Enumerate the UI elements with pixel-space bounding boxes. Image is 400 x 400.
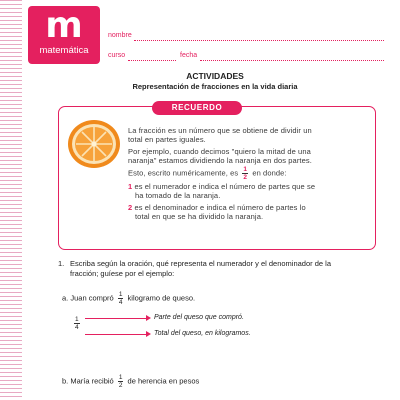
item-b-text-after: de herencia en pesos — [127, 376, 200, 386]
numerator-marker: 1 — [128, 182, 133, 191]
item-a-denominator: 4 — [118, 299, 123, 306]
recuerdo-line-1: La fracción es un número que se obtiene de dividir un — [128, 126, 312, 135]
item-a-numerator: 1 — [118, 291, 123, 298]
item-a-fraction — [118, 291, 124, 306]
question-1-line-2: fracción; guíese por el ejemplo: — [70, 269, 175, 278]
question-1-line-1: Escriba según la oración, qué representa el numerador y el denominador de la — [70, 259, 331, 268]
item-a-row — [62, 291, 195, 306]
item-a-label: a. — [62, 293, 69, 303]
example-fraction — [72, 316, 82, 331]
item-b-numerator: 1 — [118, 374, 123, 381]
answer-denominator: Total del queso, en kilogramos. — [154, 330, 251, 337]
recuerdo-line-4: naranja" estamos dividiendo la naranja en dos partes. — [128, 156, 312, 165]
course-field[interactable] — [128, 60, 176, 61]
numerator-arrow-line — [85, 318, 147, 319]
item-a-text-before: Juan compró — [70, 293, 114, 303]
name-field[interactable] — [134, 40, 384, 41]
half-fraction — [242, 166, 248, 181]
denominator-arrow-head-icon — [146, 331, 151, 337]
activity-subtitle: Representación de fracciones en la vida diaria — [132, 82, 298, 91]
recuerdo-line-8-text: es el denominador e indica el número de partes lo — [134, 203, 306, 212]
denominator-arrow-line — [85, 334, 147, 335]
numerator-arrow-head-icon — [146, 315, 151, 321]
item-b-fraction — [118, 374, 124, 389]
example-numerator: 1 — [75, 316, 79, 323]
recuerdo-line-2: total en partes iguales. — [128, 135, 206, 144]
date-field[interactable] — [200, 60, 384, 61]
recuerdo-line-5b: en donde: — [252, 168, 287, 178]
example-denominator: 4 — [75, 324, 79, 331]
half-denominator: 2 — [243, 174, 248, 181]
item-b-row — [62, 374, 199, 389]
item-a-text-after: kilogramo de queso. — [127, 293, 196, 303]
date-label: fecha — [180, 52, 198, 59]
recuerdo-line-8 — [128, 203, 306, 212]
item-b-denominator: 2 — [118, 382, 123, 389]
recuerdo-badge: RECUERDO — [152, 101, 242, 115]
recuerdo-line-5a: Esto, escrito numéricamente, es — [128, 168, 239, 178]
orange-half-icon — [66, 118, 122, 170]
half-numerator: 1 — [243, 166, 248, 173]
recuerdo-line-5 — [128, 166, 287, 181]
answer-numerator: Parte del queso que compró. — [154, 314, 244, 321]
logo-letter: m — [45, 5, 83, 46]
recuerdo-line-7: ha tomado de la naranja. — [135, 191, 221, 200]
item-b-text-before: María recibió — [70, 376, 114, 386]
recuerdo-line-6-text: es el numerador e indica el número de partes que se — [134, 182, 316, 191]
denominator-marker: 2 — [128, 203, 133, 212]
name-label: nombre — [108, 32, 132, 39]
recuerdo-line-6 — [128, 182, 315, 191]
logo-subject: matemática — [39, 45, 89, 56]
recuerdo-line-3: Por ejemplo, cuando decimos "quiero la mitad de una — [128, 147, 311, 156]
activity-title: ACTIVIDADES — [186, 71, 244, 81]
question-1-number: 1. — [58, 259, 65, 268]
item-b-label: b. — [62, 376, 69, 386]
grade-label: 3º básico — [50, 55, 85, 65]
recuerdo-line-9: total en que se ha dividido la naranja. — [135, 212, 264, 221]
course-label: curso — [108, 52, 126, 59]
